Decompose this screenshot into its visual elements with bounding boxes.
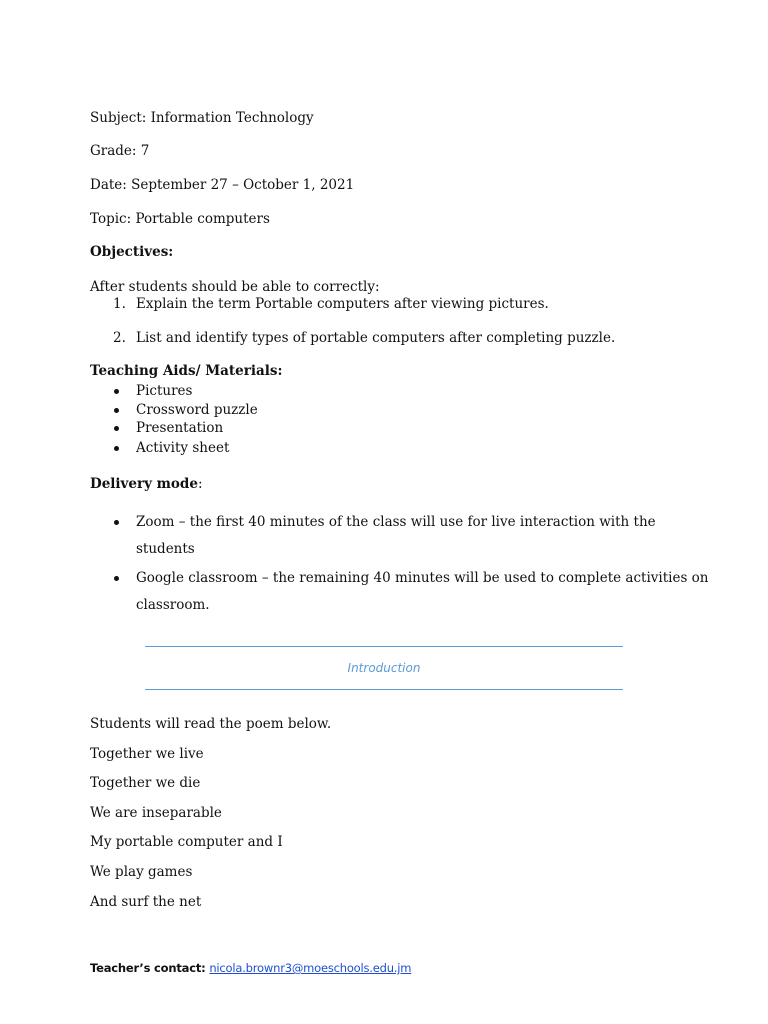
poem-line: And surf the net	[90, 894, 202, 910]
bullet-icon	[114, 446, 119, 451]
list-number: 2.	[113, 330, 126, 346]
objectives-intro: After students should be able to correctly:	[90, 279, 380, 295]
introduction-top-rule	[145, 646, 623, 647]
teacher-email-link[interactable]: nicola.brownr3@moeschools.edu.jm	[209, 961, 412, 975]
materials-item-text: Activity sheet	[136, 440, 230, 456]
bullet-icon	[114, 389, 119, 394]
poem-line: Together we die	[90, 775, 201, 791]
poem-line: My portable computer and I	[90, 834, 283, 850]
poem-line: We are inseparable	[90, 805, 222, 821]
contact-label: Teacher’s contact:	[90, 961, 210, 975]
objectives-heading: Objectives:	[90, 244, 174, 260]
delivery-item-text: Zoom – the first 40 minutes of the class will use for live interaction with the	[136, 514, 656, 530]
delivery-heading-colon: :	[197, 476, 203, 492]
delivery-item-text: Google classroom – the remaining 40 minutes will be used to complete activities on	[136, 570, 709, 586]
objective-text: List and identify types of portable computers after completing puzzle.	[136, 330, 616, 346]
materials-item-text: Crossword puzzle	[136, 402, 258, 418]
delivery-heading-text: Delivery mode	[90, 476, 198, 492]
list-number: 1.	[113, 296, 126, 312]
objective-text: Explain the term Portable computers after viewing pictures.	[136, 296, 549, 312]
materials-item-text: Presentation	[136, 420, 224, 436]
materials-item-text: Pictures	[136, 383, 193, 399]
subject-line: Subject: Information Technology	[90, 110, 314, 126]
topic-line: Topic: Portable computers	[90, 211, 270, 227]
bullet-icon	[114, 576, 119, 581]
delivery-item-text: classroom.	[136, 597, 210, 613]
date-line: Date: September 27 – October 1, 2021	[90, 177, 355, 193]
bullet-icon	[114, 408, 119, 413]
materials-heading: Teaching Aids/ Materials:	[90, 363, 283, 379]
bullet-icon	[114, 426, 119, 431]
delivery-item-text: students	[136, 541, 195, 557]
poem-line: Together we live	[90, 746, 204, 762]
bullet-icon	[114, 520, 119, 525]
teacher-contact	[90, 960, 411, 976]
introduction-bottom-rule	[145, 689, 623, 690]
introduction-heading: Introduction	[347, 661, 421, 675]
grade-line: Grade: 7	[90, 143, 150, 159]
poem-line: We play games	[90, 864, 193, 880]
delivery-heading	[90, 475, 203, 493]
poem-lead: Students will read the poem below.	[90, 716, 332, 732]
